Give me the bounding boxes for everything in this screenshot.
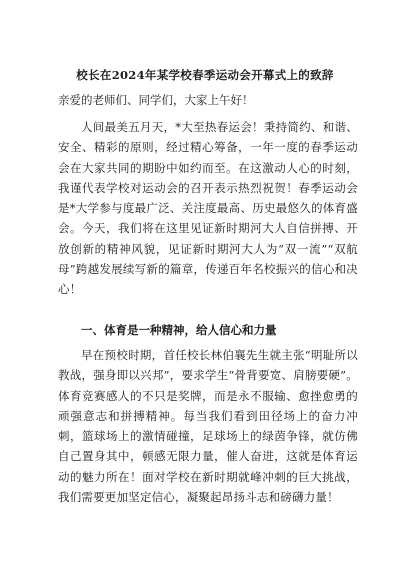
paragraph-opening: 人间最美五月天，*大至热春运会！秉持简约、和谐、安全、精彩的原则，经过精心筹备，一年一度的春季运动会在大家共同的期盼中如约而至。在这激动人心的时刻，我谨代表学校对运动会的召开表示热烈祝贺！春季运动会是*大学参与度最广泛、关注度最高、历史最悠久的体育盛会。今天，我们将在这里见证新时期河大人自信拼搏、开放创新的精神风貌，见证新时期河大人为“双一流”“双航母”跨越发展续写新的篇章，传递百年名校振兴的信心和决心！ (58, 120, 358, 297)
paragraph-section-1: 早在预校时期，首任校长林伯襄先生就主张“明耻所以教战，强身即以兴邦”，要求学生“骨背要宽、肩膀要硬”。体育竞赛感人的不只是奖牌，而是永不服输、愈挫愈勇的顽强意志和拼搏精神。每当我们看到田径场上的奋力冲刺，篮球场上的激情碰撞，足球场上的绿茵争锋，就仿佛自己置身其中，顿感无限力量，催人奋进，这就是体育运动的魅力所在！面对学校在新时期就峰冲刺的巨大挑战，我们需要更加坚定信心，凝聚起昂扬斗志和磅礴力量！ (58, 348, 358, 505)
section-heading-1: 一、体育是一种精神，给人信心和力量 (81, 323, 277, 337)
salutation: 亲爱的老师们、同学们，大家上午好！ (58, 93, 254, 107)
document-title: 校长在2024年某学校春季运动会开幕式上的致辞 (76, 68, 334, 82)
